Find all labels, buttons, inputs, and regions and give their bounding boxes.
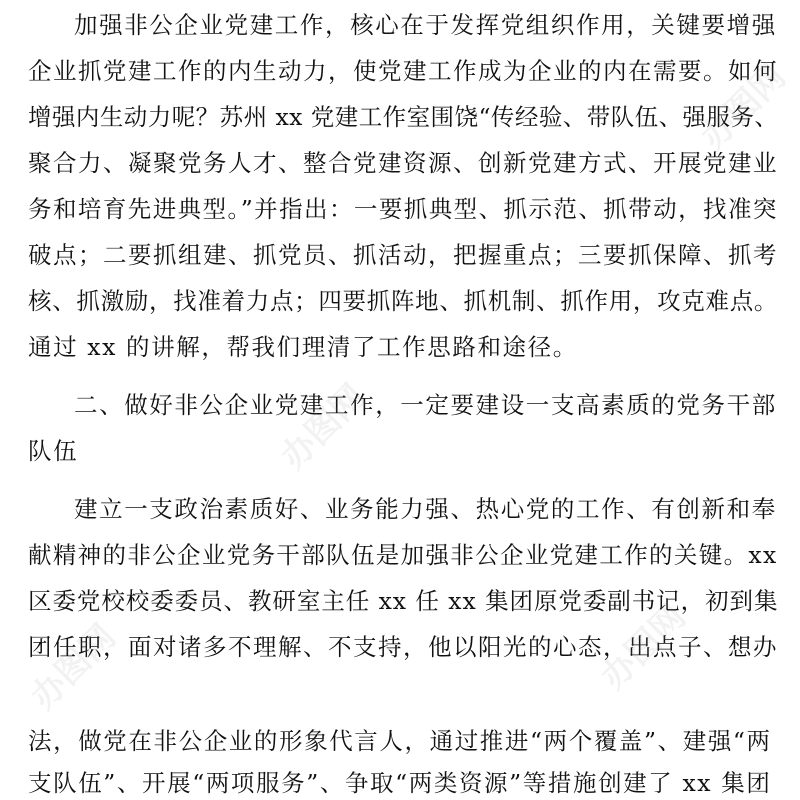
paragraph-line: 聚合力、凝聚党务人才、整合党建资源、创新党建方式、开展党建业 — [28, 149, 778, 177]
section-heading-line: 二、做好非公企业党建工作，一定要建设一支高素质的党务干部 — [74, 391, 777, 419]
paragraph-line: 加强非公企业党建工作，核心在于发挥党组织作用，关键要增强 — [74, 11, 777, 39]
watermark: 办图网 — [593, 596, 694, 698]
watermark: 办图网 — [693, 56, 794, 158]
paragraph-line: 企业抓党建工作的内生动力，使党建工作成为企业的内在需要。如何 — [28, 57, 778, 85]
paragraph-line: 破点；二要抓组建、抓党员、抓活动，把握重点；三要抓保障、抓考 — [28, 241, 778, 269]
paragraph-line: 务和培育先进典型。”并指出：一要抓典型、抓示范、抓带动，找准突 — [28, 195, 778, 223]
watermark: 办图网 — [23, 616, 124, 718]
paragraph-line: 区委党校校委委员、教研室主任 xx 任 xx 集团原党委副书记，初到集 — [28, 587, 779, 615]
paragraph-line: 献精神的非公企业党务干部队伍是加强非公企业党建工作的关键。xx — [28, 541, 778, 569]
paragraph-line: 团任职，面对诸多不理解、不支持，他以阳光的心态，出点子、想办 — [28, 633, 778, 661]
paragraph-line: 增强内生动力呢？苏州 xx 党建工作室围饶“传经验、带队伍、强服务、 — [28, 103, 779, 131]
watermark: 办图网 — [273, 376, 374, 478]
paragraph-line: 支队伍”、开展“两项服务”、争取“两类资源”等措施创建了 xx 集团 — [28, 769, 772, 797]
paragraph-line: 法，做党在非公企业的形象代言人，通过推进“两个覆盖”、建强“两 — [28, 727, 772, 755]
paragraph-line: 核、抓激励，找准着力点；四要抓阵地、抓机制、抓作用，攻克难点。 — [28, 287, 779, 315]
paragraph-line: 通过 xx 的讲解，帮我们理清了工作思路和途径。 — [28, 333, 578, 361]
paragraph-line: 建立一支政治素质好、业务能力强、热心党的工作、有创新和奉 — [74, 495, 777, 523]
section-heading-line: 队伍 — [28, 437, 79, 465]
